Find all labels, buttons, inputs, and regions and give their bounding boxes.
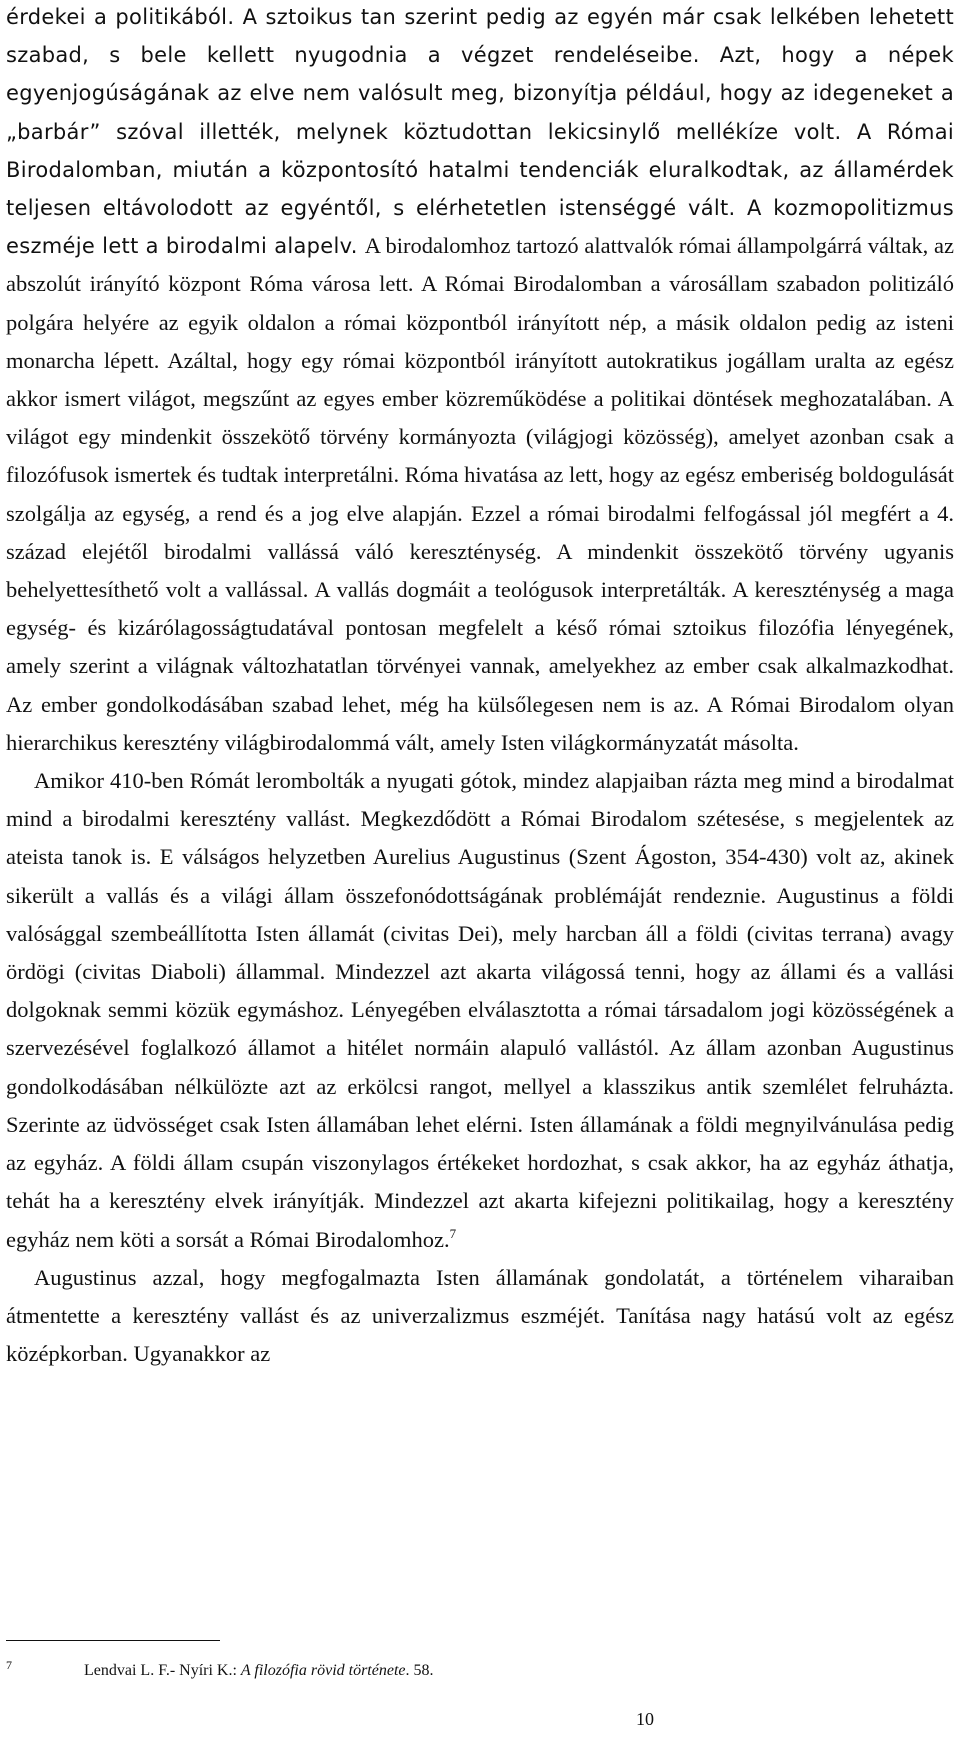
paragraph-3 xyxy=(6,1259,954,1374)
page-number: 10 xyxy=(636,1709,654,1729)
footnote-title: A filozófia rövid története xyxy=(240,1662,406,1679)
paragraph-2 xyxy=(6,762,954,1259)
footnote-number: 7 xyxy=(6,1658,12,1672)
text-segment: Amikor 410-ben Rómát lerombolták a nyugati gótok, mindez alapjaiban rázta meg mind a birodalmat mind a birodalmi keresztény vallást. Megkezdődött a Római Birodalom szétesése, s megjelentek az ateista tanok is. E válságos helyzetben Aurelius Augustinus (Szent Ágoston, 354-430) volt az, akinek sikerült a vallás és a világi állam összefonódottságának problémáját rendeznie. Augustinus a földi valósággal szembeállította Isten államát (civitas Dei), mely harcban áll a földi (civitas terrana) avagy ördögi (civitas Diaboli) állammal. Mindezzel azt akarta világossá tenni, hogy az állami és a vallási dolgoknak semmi közük egymáshoz. Lényegében elválasztotta a római társadalom jogi közösségének a szervezésével foglalkozó államot a hitélet normáin alapuló vallástól. Az állam azonban Augustinus gondolkodásában nélkülözte azt az erkölcsi rangot, mellyel a klasszikus antik szemlélet felruházta. Szerinte az üdvösséget csak Isten államában lehet elérni. Isten államának a földi megnyilvánulása pedig az egyház. A földi állam csupán viszonylagos értékeket hordozhat, s csak akkor, ha az egyház áthatja, tehát ha a keresztény elvek irányítják. Mindezzel azt akarta kifejezni politikailag, hogy a keresztény egyház nem köti a sorsát a Római Birodalomhoz. xyxy=(6,768,954,1252)
text-segment: A birodalomhoz tartozó alattvalók római állampolgárrá váltak, az abszolút irányító központ Róma városa lett. A Római Birodalomban a városállam szabadon politizáló polgára helyére az egyik oldalon a római központból irányított nép, a másik oldalon pedig az isteni monarcha lépett. Azáltal, hogy egy római központból irányított autokratikus jogállam uralta az egész akkor ismert világot, megszűnt az egyes ember közreműködése a politikai döntések meghozatalában. A világot egy mindenkit összekötő törvény kormányozta (világjogi közösség), amelyet azonban csak a filozófusok ismertek és tudtak interpretálni. Róma hivatása az lett, hogy az egész emberiség boldogulását szolgálja az egység, a rend és a jog elve alapján. Ezzel a római birodalmi felfogással jól megfért a 4. század elejétől birodalmi vallássá váló kereszténység. A mindenkit összekötő törvény ugyanis behelyettesíthető volt a vallással. A vallás dogmáit a teológusok interpretálták. A kereszténység a maga egység- és kizárólagosságtudatával pontosan megfelelt a késő római sztoikus filozófia lényegének, amely szerint a világnak változhatatlan törvényei vannak, amelyekhez az ember csak alkalmazkodhat. Az ember gondolkodásában szabad lehet, még ha külsőlegesen nem is az. A Római Birodalom olyan hierarchikus keresztény világbirodalommá vált, amely Isten világkormányzatát másolta. xyxy=(6,233,954,755)
footnote-page: . 58. xyxy=(405,1662,434,1679)
footnote-authors: Lendvai L. F.- Nyíri K.: xyxy=(84,1662,241,1679)
paragraph-1 xyxy=(6,0,954,762)
text-segment: A Római Birodalomban, miután a központosító hatalmi tendenciák eluralkodtak, az államérdek teljesen eltávolodott az egyéntől, s elérhetetlen istenséggé vált. A kozmopolitizmus eszméje lett a birodalmi alapelv. xyxy=(6,119,955,259)
footnote-text xyxy=(84,1660,434,1682)
body-text xyxy=(6,0,954,1373)
footnote-separator xyxy=(6,1640,220,1641)
text-segment: Augustinus azzal, hogy megfogalmazta Isten államának gondolatát, a történelem viharaiban átmentette a keresztény vallást és az univerzalizmus eszméjét. Tanítása nagy hatású volt az egész középkorban. Ugyanakkor az xyxy=(6,1264,954,1367)
footnote-reference[interactable]: 7 xyxy=(449,1225,457,1241)
text-segment: érdekei a politikából. A sztoikus tan szerint pedig az egyén már csak lelkében lehetett szabad, s bele kellett nyugodnia a végzet rendeléseibe. Azt, hogy a népek egyenjogúságának az elve nem valósult meg, bizonyítja például, hogy az idegeneket a „barbár” szóval illették, melynek köztudottan lekicsinylő mellékíze volt. xyxy=(6,5,954,144)
